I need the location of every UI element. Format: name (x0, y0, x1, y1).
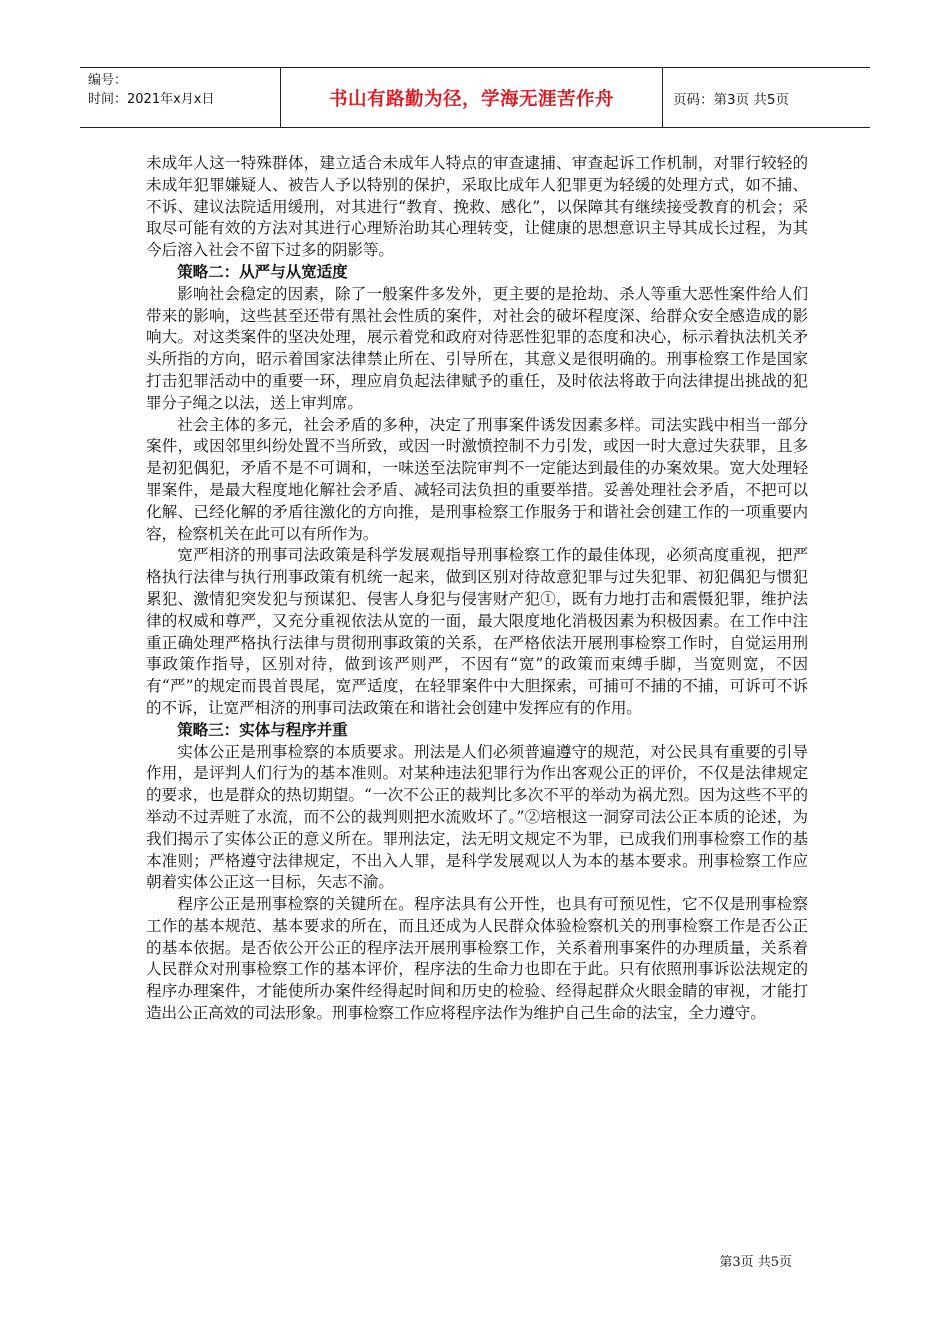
paragraph: 实体公正是刑事检察的本质要求。刑法是人们必须普遍遵守的规范，对公民具有重要的引导作用，是评判人们行为的基本准则。对某种违法犯罪行为作出客观公正的评价，不仅是法律规定的要求，也是群众的热切期望。“一次不公正的裁判比多次不平的举动为祸尤烈。因为这些不平的举动不过弄赃了水流，而不公的裁判则把水流败坏了。”②培根这一洞穿司法公正本质的论述，为我们揭示了实体公正的意义所在。罪刑法定，法无明文规定不为罪，已成我们刑事检察工作的基本准则；严格遵守法律规定，不出入人罪，是科学发展观以人为本的基本要求。刑事检察工作应朝着实体公正这一目标，矢志不渝。 (146, 742, 808, 892)
page-header (80, 67, 870, 128)
paragraph: 影响社会稳定的因素，除了一般案件多发外，更主要的是抢劫、杀人等重大恶性案件给人们带来的影响，这些甚至还带有黑社会性质的案件，对社会的破坏程度深、给群众安全感造成的影响大。对这类案件的坚决处理，展示着党和政府对待恶性犯罪的态度和决心，标示着执法机关矛头所指的方向，昭示着国家法律禁止所在、引导所在，其意义是很明确的。刑事检察工作是国家打击犯罪活动中的重要一环，理应肩负起法律赋予的重任，及时依法将敢于向法律提出挑战的犯罪分子绳之以法，送上审判席。 (146, 284, 808, 412)
number-label: 编号： (88, 73, 128, 88)
paragraph: 宽严相济的刑事司法政策是科学发展观指导刑事检察工作的最佳体现，必须高度重视，把严格执行法律与执行刑事政策有机统一起来，做到区别对待故意犯罪与过失犯罪、初犯偶犯与惯犯累犯、激情犯突发犯与预谋犯、侵害人身犯与侵害财产犯①，既有力地打击和震慑犯罪，维护法律的权威和尊严，又充分重视依法从宽的一面，最大限度地化消极因素为积极因素。在工作中注重正确处理严格执行法律与贯彻刑事政策的关系，在严格依法开展刑事检察工作时，自觉运用刑事政策作指导，区别对待，做到该严则严，不因有“宽”的政策而束缚手脚，当宽则宽，不因有“严”的规定而畏首畏尾，宽严适度，在轻罪案件中大胆探索，可捕可不捕的不捕，可诉可不诉的不诉，让宽严相济的刑事司法政策在和谐社会创建中发挥应有的作用。 (146, 546, 808, 717)
paragraph: 未成年人这一特殊群体，建立适合未成年人特点的审查逮捕、审查起诉工作机制，对罪行较轻的未成年犯罪嫌疑人、被告人予以特别的保护，采取比成年人犯罪更为轻缓的处理方式，如不捕、不诉、建议法院适用缓刑，对其进行“教育、挽救、感化”，以保障其有继续接受教育的机会；采取尽可能有效的方法对其进行心理矫治助其心理转变，让健康的思想意识主导其成长过程，为其今后溶入社会不留下过多的阴影等。 (146, 154, 808, 260)
header-meta (80, 68, 281, 127)
section-heading-strategy-2: 策略二：从严与从宽适度 (177, 262, 348, 281)
paragraph: 社会主体的多元，社会矛盾的多种，决定了刑事案件诱发因素多样。司法实践中相当一部分案件，或因邻里纠纷处置不当所致，或因一时激愤控制不力引发，或因一时大意过失获罪，且多是初犯偶犯，矛盾不是不可调和，一味送至法院审判不一定能达到最佳的办案效果。宽大处理轻罪案件，是最大程度地化解社会矛盾、减轻司法负担的重要举措。妥善处理社会矛盾，不把可以化解、已经化解的矛盾往激化的方向推，是刑事检察工作服务于和谐社会创建工作的一项重要内容，检察机关在此可以有所作为。 (146, 415, 808, 543)
paragraph: 程序公正是刑事检察的关键所在。程序法具有公开性，也具有可预见性，它不仅是刑事检察工作的基本规范、基本要求的所在，而且还成为人民群众体验检察机关的刑事检察工作是否公正的基本依据。是否依公开公正的程序法开展刑事检察工作，关系着刑事案件的办理质量，关系着人民群众对刑事检察工作的基本评价，程序法的生命力也即在于此。只有依照刑事诉讼法规定的程序办理案件，才能使所办案件经得起时间和历史的检验、经得起群众火眼金睛的审视，才能打造出公正高效的司法形象。刑事检察工作应将程序法作为维护自己生命的法宝，全力遵守。 (146, 895, 808, 1023)
header-page-info: 页码：第3页 共5页 (673, 91, 789, 108)
page-footer: 第3页 共5页 (719, 1255, 792, 1270)
time-label: 时间：2021年x月x日 (88, 92, 215, 107)
document-body (146, 153, 808, 1025)
section-heading-strategy-3: 策略三：实体与程序并重 (177, 720, 348, 739)
header-motto: 书山有路勤为径，学海无涯苦作舟 (281, 68, 663, 127)
